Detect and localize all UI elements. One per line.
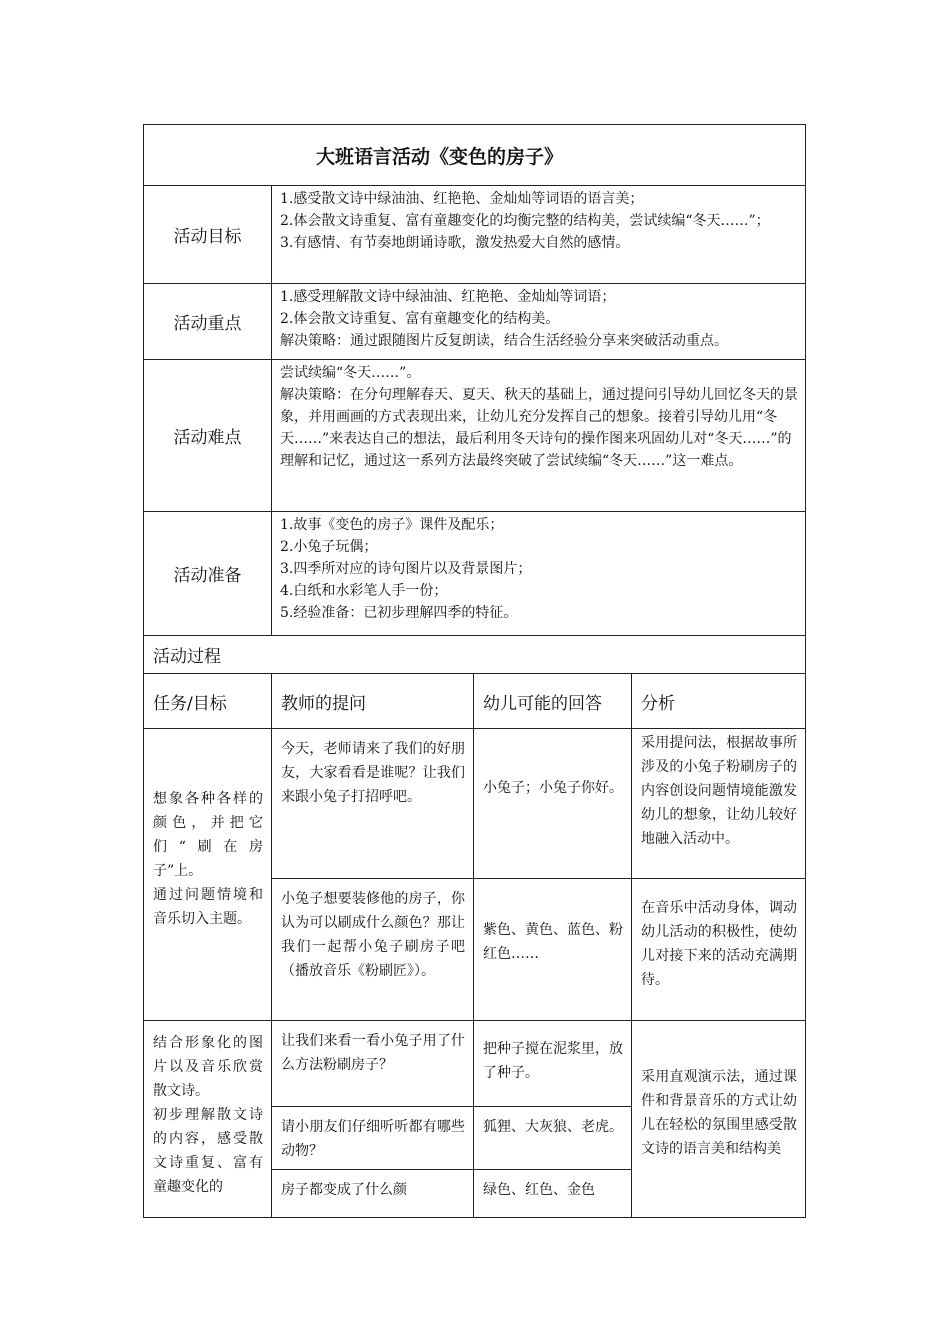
- header-analysis: 分析: [632, 674, 806, 729]
- header-goal: 任务/目标: [144, 674, 272, 729]
- answer-cell: 紫色、黄色、蓝色、粉红色……: [474, 879, 632, 1021]
- goals-line: 1.感受散文诗中绿油油、红艳艳、金灿灿等词语的语言美；: [280, 191, 644, 207]
- answer-cell: 狐狸、大灰狼、老虎。: [474, 1107, 632, 1170]
- group2-goal-line: 初步理解散文诗的内容，感受散文诗重复、富有童趣变化的: [153, 1107, 263, 1195]
- key-points-label: 活动重点: [144, 284, 272, 360]
- goals-label: 活动目标: [144, 186, 272, 284]
- goals-content: [272, 186, 806, 284]
- lesson-table: [143, 124, 806, 1218]
- difficulties-content: [272, 360, 806, 512]
- preparation-line: 1.故事《变色的房子》课件及配乐；: [280, 517, 504, 533]
- difficulties-label: 活动难点: [144, 360, 272, 512]
- key-points-line: 2.体会散文诗重复、富有童趣变化的结构美。: [280, 311, 560, 327]
- header-question: 教师的提问: [272, 674, 474, 729]
- group2-goal-line: 结合形象化的图片以及音乐欣赏散文诗。: [153, 1035, 263, 1099]
- preparation-content: [272, 512, 806, 636]
- difficulties-line: 解决策略：在分句理解春天、夏天、秋天的基础上，通过提问引导幼儿回忆冬天的景象，并用画画的方式表现出来，让幼儿充分发挥自己的想象。接着引导幼儿用“冬天……”来表达自己的想法，最后利用冬天诗句的操作图来巩固幼儿对“冬天……”的理解和记忆，通过这一系列方法最终突破了尝试续编“冬天……”这一难点。: [280, 387, 798, 469]
- goals-line: 3.有感情、有节奏地朗诵诗歌，激发热爱大自然的感情。: [280, 235, 630, 251]
- answer-cell: 小兔子；小兔子你好。: [474, 729, 632, 879]
- answer-cell: 绿色、红色、金色: [474, 1170, 632, 1218]
- group2-analysis: 采用直观演示法，通过课件和背景音乐的方式让幼儿在轻松的氛围里感受散文诗的语言美和结构美: [632, 1021, 806, 1218]
- analysis-cell: 采用提问法，根据故事所涉及的小兔子粉刷房子的内容创设问题情境能激发幼儿的想象，让幼儿较好地融入活动中。: [632, 729, 806, 879]
- group1-goal-line: 想象各种各样的颜色，并把它们“刷在房子”上。: [153, 790, 263, 879]
- question-cell: 让我们来看一看小兔子用了什么方法粉刷房子？: [272, 1021, 474, 1107]
- preparation-label: 活动准备: [144, 512, 272, 636]
- key-points-content: [272, 284, 806, 360]
- group2-goal: [144, 1021, 272, 1218]
- key-points-line: 解决策略：通过跟随图片反复朗读，结合生活经验分享来突破活动重点。: [280, 333, 728, 349]
- analysis-cell: 在音乐中活动身体，调动幼儿活动的积极性，使幼儿对接下来的活动充满期待。: [632, 879, 806, 1021]
- key-points-line: 1.感受理解散文诗中绿油油、红艳艳、金灿灿等词语；: [280, 289, 616, 305]
- process-label: 活动过程: [144, 636, 806, 674]
- question-cell: 小兔子想要装修他的房子，你认为可以刷成什么颜色？那让我们一起帮小兔子刷房子吧（播放音乐《粉刷匠》）。: [272, 879, 474, 1021]
- preparation-line: 2.小兔子玩偶；: [280, 539, 378, 555]
- header-answer: 幼儿可能的回答: [474, 674, 632, 729]
- preparation-line: 3.四季所对应的诗句图片以及背景图片；: [280, 561, 532, 577]
- group1-goal-line: 通过问题情境和音乐切入主题。: [153, 886, 263, 927]
- page-title: 大班语言活动《变色的房子》: [144, 125, 806, 186]
- group1-goal: [144, 729, 272, 1021]
- question-cell: 请小朋友们仔细听听都有哪些动物？: [272, 1107, 474, 1170]
- preparation-line: 5.经验准备：已初步理解四季的特征。: [280, 605, 518, 621]
- difficulties-line: 尝试续编“冬天……”。: [280, 365, 421, 381]
- lesson-plan: [143, 124, 805, 1218]
- question-cell: 今天，老师请来了我们的好朋友，大家看看是谁呢？让我们来跟小兔子打招呼吧。: [272, 729, 474, 879]
- answer-cell: 把种子搅在泥浆里，放了种子。: [474, 1021, 632, 1107]
- question-cell: 房子都变成了什么颜: [272, 1170, 474, 1218]
- preparation-line: 4.白纸和水彩笔人手一份；: [280, 583, 448, 599]
- goals-line: 2.体会散文诗重复、富有童趣变化的均衡完整的结构美，尝试续编“冬天……”；: [280, 213, 770, 229]
